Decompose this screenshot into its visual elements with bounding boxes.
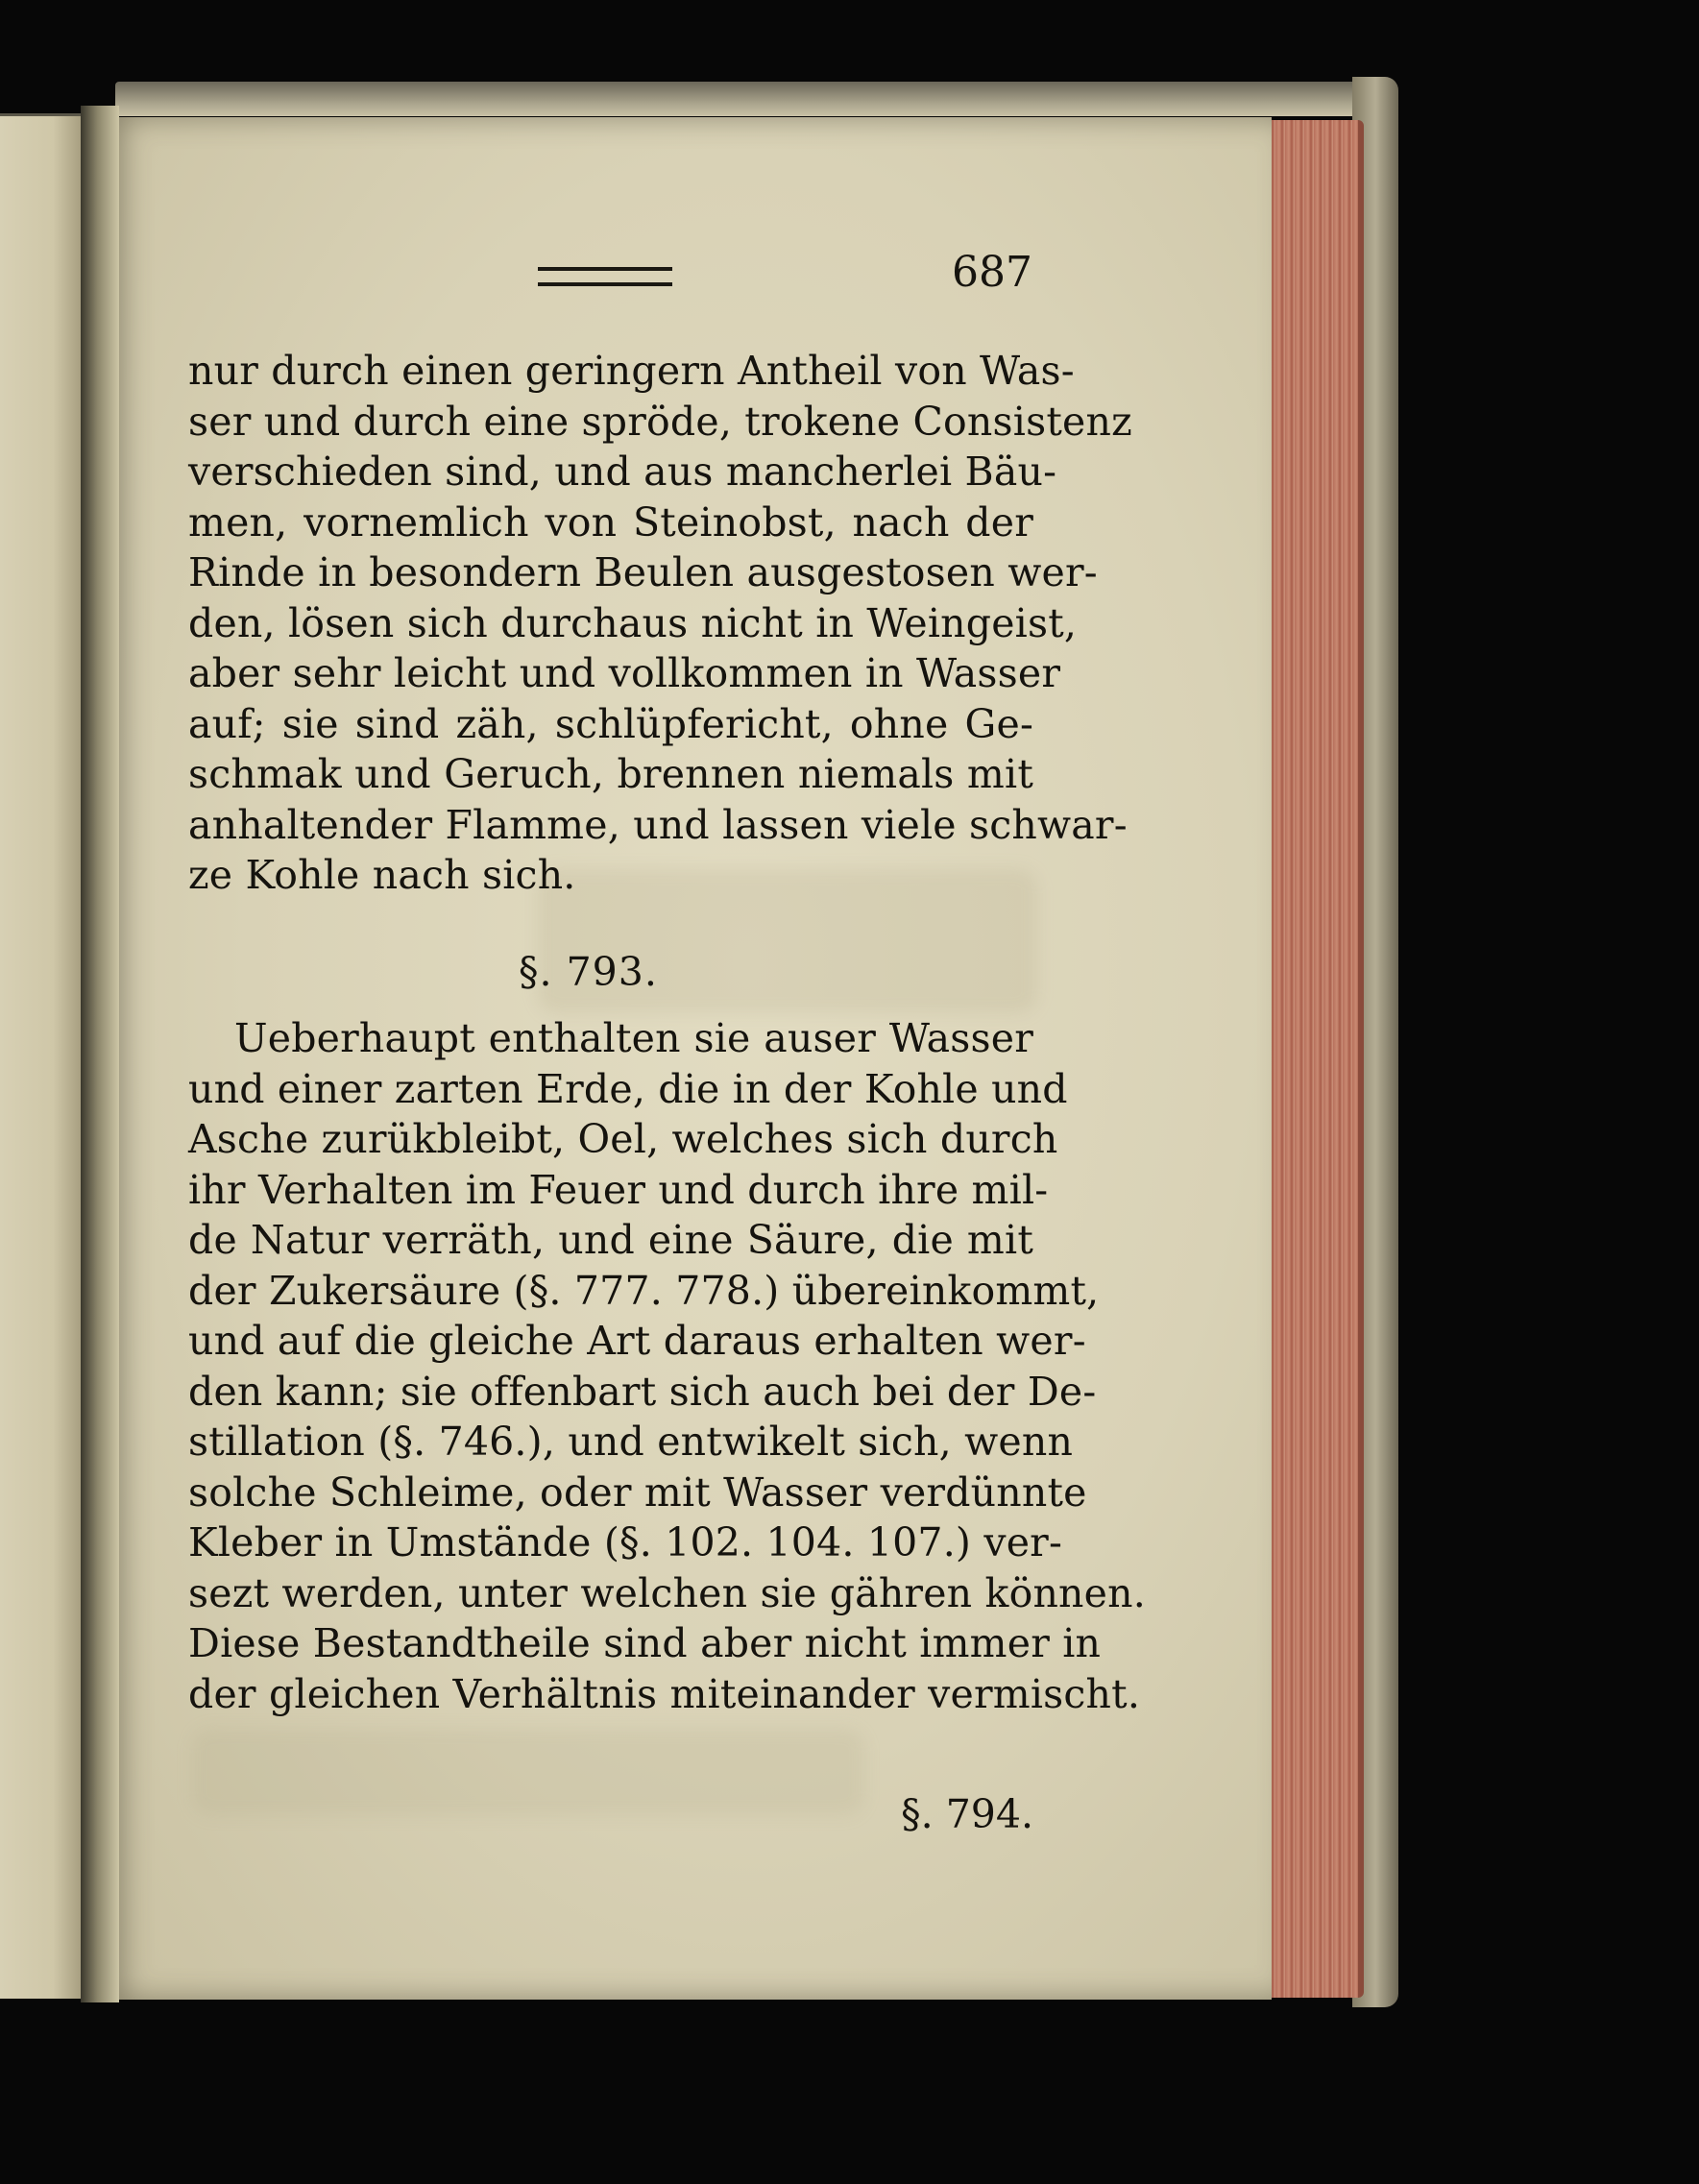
text-line: Asche zurükbleibt, Oel, welches sich durch	[188, 1116, 1058, 1162]
text-line: verschieden sind, und aus mancherlei Bäu-	[188, 449, 1057, 495]
text-line: der gleichen Verhältnis miteinander vermischt.	[188, 1670, 1141, 1717]
text-line: aber sehr leicht und vollkommen in Wasser	[188, 650, 1061, 696]
text-line: und einer zarten Erde, die in der Kohle und	[188, 1065, 1068, 1112]
header-rule	[538, 267, 672, 286]
text-line: schmak und Geruch, brennen niemals mit	[188, 751, 1033, 797]
text-line: de Natur verräth, und eine Säure, die mit	[188, 1217, 1033, 1263]
paragraph-continued	[188, 346, 1132, 901]
catchword: §. 794.	[901, 1791, 1033, 1837]
text-line: und auf die gleiche Art daraus erhalten wer-	[188, 1318, 1086, 1364]
text-line: den kann; sie offenbart sich auch bei der De-	[188, 1368, 1097, 1415]
text-line: ze Kohle nach sich.	[188, 852, 576, 898]
text-line: den, lösen sich durchaus nicht in Weingeist,	[188, 599, 1078, 646]
section-heading: §. 793.	[519, 949, 658, 995]
gutter-shadow	[81, 106, 119, 2002]
text-line: Rinde in besondern Beulen ausgestosen wer-	[188, 549, 1098, 595]
text-line: stillation (§. 746.), und entwikelt sich, wenn	[188, 1419, 1074, 1465]
text-line: men, vornemlich von Steinobst, nach der	[188, 498, 1033, 546]
text-line: der Zukersäure (§. 777. 778.) übereinkommt,	[188, 1267, 1100, 1314]
show-through-stain	[192, 1729, 864, 1815]
text-line: nur durch einen geringern Antheil von Was-	[188, 348, 1075, 394]
page-edges	[1266, 120, 1364, 1998]
text-line: auf; sie sind zäh, schlüpfericht, ohne Ge-	[188, 700, 1033, 747]
text-line: Ueberhaupt enthalten sie auser Wasser	[234, 1015, 1033, 1061]
text-line: ihr Verhalten im Feuer und durch ihre mil-	[188, 1166, 1049, 1213]
text-line: sezt werden, unter welchen sie gähren können.	[188, 1569, 1146, 1616]
book-cover-top	[115, 82, 1393, 116]
page-number: 687	[952, 248, 1032, 297]
text-line: anhaltender Flamme, und lassen viele schwar-	[188, 801, 1128, 848]
text-line: ser und durch eine spröde, trokene Consistenz	[188, 398, 1132, 445]
text-line: Diese Bestandtheile sind aber nicht immer in	[188, 1620, 1102, 1666]
paragraph-section-793	[188, 1013, 1146, 1719]
text-line: solche Schleime, oder mit Wasser verdünnte	[188, 1468, 1087, 1516]
facing-page-edge	[0, 113, 88, 1999]
text-line: Kleber in Umstände (§. 102. 104. 107.) ver-	[188, 1519, 1063, 1565]
